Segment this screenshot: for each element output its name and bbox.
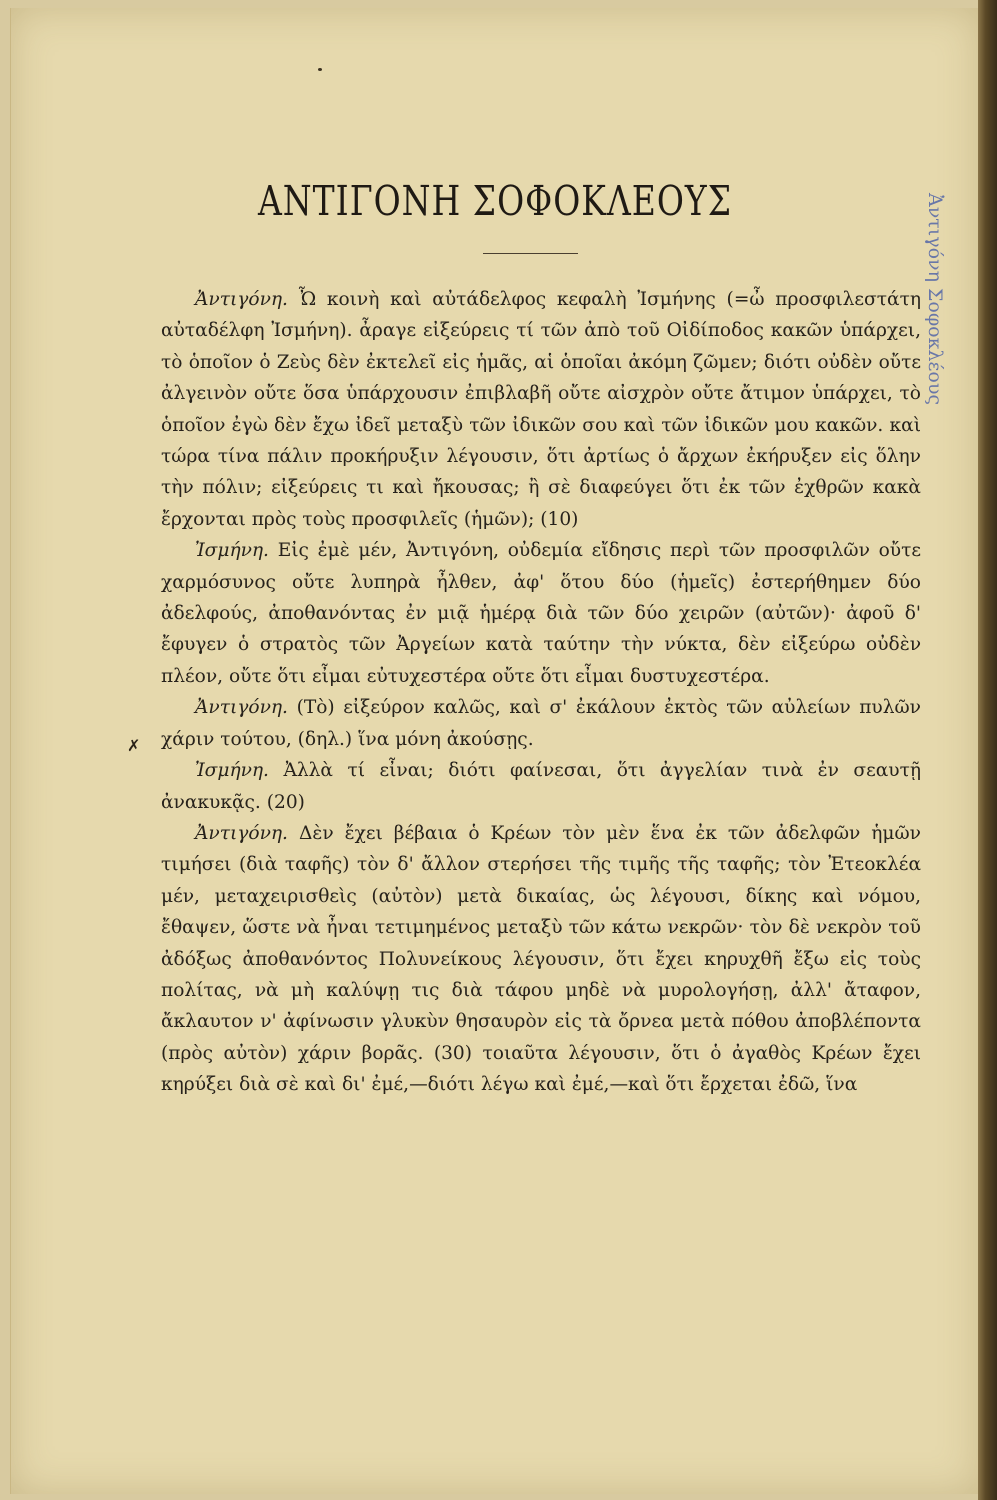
handwritten-margin-note: Ἀντιγόνη Σοφοκλέους <box>924 193 946 406</box>
book-spine <box>978 0 997 1500</box>
page-title: ΑΝΤΙΓΟΝΗ ΣΟΦΟΚΛΕΟΥΣ <box>257 176 733 225</box>
speaker-label: Ἰσμήνη. <box>195 540 269 562</box>
dialogue-text: Δὲν ἔχει βέβαια ὁ Κρέων τὸν μὲν ἕνα ἐκ τῶν ἀδελφῶν ἡμῶν τιμήσει (διὰ ταφῆς) τὸν δ' ἄλλον στερήσει τῆς τιμῆς τῆς ταφῆς; τὸν Ἐτεοκλέα μέν, μεταχειρισθεὶς (αὐτὸν) μετὰ δικαίας, ὡς λέγουσι, δίκης καὶ νόμου, ἔθαψεν, ὥστε νὰ ἦναι τετιμημένος μεταξὺ τῶν κάτω νεκρῶν· τὸν δὲ νεκρὸν τοῦ ἀδόξως ἀποθανόντος Πολυνείκους λέγουσιν, ὅτι ἔχει κηρυχθῆ ἔξω εἰς τοὺς πολίτας, νὰ μὴ καλύψῃ τις διὰ τάφου μηδὲ νὰ μυρολογήσῃ, ἀλλ' ἄταφον, ἄκλαυτον ν' ἀφίνωσιν γλυκὺν θησαυρὸν εἰς τὰ ὄρνεα μετὰ πόθου ἀποβλέποντα (πρὸς αὐτὸν) χάριν βορᾶς. (30) τοιαῦτα λέγουσιν, ὅτι ὁ ἀγαθὸς Κρέων ἔχει κηρύξει διὰ σὲ καὶ δι' ἐμέ,—διότι λέγω καὶ ἐμέ,—καὶ ὅτι ἔρχεται ἐδῶ, ἵνα <box>161 822 921 1096</box>
dialogue-text: (Τὸ) εἰξεύρον καλῶς, καὶ σ' ἐκάλουν ἐκτὸς τῶν αὐλείων πυλῶν χάριν τούτου, (δηλ.) ἵνα μόνη ἀκούσῃς. <box>161 697 921 750</box>
dialogue-paragraph <box>161 692 921 755</box>
body-text <box>161 284 921 1101</box>
speaker-label: Ἀντιγόνη. <box>195 697 288 719</box>
speaker-label: Ἀντιγόνη. <box>195 289 288 310</box>
dialogue-paragraph <box>161 535 921 692</box>
speaker-label: Ἀντιγόνη. <box>195 822 288 844</box>
dialogue-paragraph <box>161 818 921 1101</box>
ink-speck <box>318 68 322 71</box>
title-divider <box>483 253 578 254</box>
pencil-mark: ✗ <box>127 736 141 755</box>
speaker-label: Ἰσμήνη. <box>195 760 269 782</box>
dialogue-text: Ὦ κοινὴ καὶ αὐτάδελφος κεφαλὴ Ἰσμήνης (=ὦ προσφιλεστάτη αὐταδέλφη Ἰσμήνη). ἆραγε εἰξεύρεις τί τῶν ἀπὸ τοῦ Οἰδίποδος κακῶν ὑπάρχει, τὸ ὁποῖον ὁ Ζεὺς δὲν ἐκτελεῖ εἰς ἡμᾶς, αἱ ὁποῖαι ἀκόμη ζῶμεν; διότι οὐδὲν οὔτε ἀλγεινὸν οὔτε ὅσα ὑπάρχουσιν ἐπιβλαβῆ οὔτε αἰσχρὸν οὔτε ἄτιμον ὑπάρχει, τὸ ὁποῖον ἐγὼ δὲν ἔχω ἰδεῖ μεταξὺ τῶν ἰδικῶν σου καὶ τῶν ἰδικῶν μου κακῶν. καὶ τώρα τίνα πάλιν προκήρυξιν λέγουσιν, ὅτι ἀρτίως ὁ ἄρχων ἐκήρυξεν εἰς ὅλην τὴν πόλιν; εἰξεύρεις τι καὶ ἤκουσας; ἢ σὲ διαφεύγει ὅτι ἐκ τῶν ἐχθρῶν κακὰ ἔρχονται πρὸς τοὺς προσφιλεῖς (ἡμῶν); (10) <box>161 289 921 530</box>
dialogue-paragraph <box>161 755 921 818</box>
dialogue-text: Ἀλλὰ τί εἶναι; διότι φαίνεσαι, ὅτι ἀγγελίαν τινὰ ἐν σεαυτῇ ἀνακυκᾷς. (20) <box>161 760 921 813</box>
dialogue-paragraph <box>161 284 921 535</box>
dialogue-text: Εἰς ἐμὲ μέν, Ἀντιγόνη, οὐδεμία εἴδησις περὶ τῶν προσφιλῶν οὔτε χαρμόσυνος οὔτε λυπηρὰ ἦλθεν, ἀφ' ὅτου δύο (ἡμεῖς) ἐστερήθημεν δύο ἀδελφούς, ἀποθανόντας ἐν μιᾷ ἡμέρᾳ διὰ τῶν δύο χειρῶν (αὐτῶν)· ἀφοῦ δ' ἔφυγεν ὁ στρατὸς τῶν Ἀργείων κατὰ ταύτην τὴν νύκτα, δὲν εἰξεύρω οὐδὲν πλέον, οὔτε ὅτι εἶμαι εὐτυχεστέρα οὔτε ὅτι εἶμαι δυστυχεστέρα. <box>161 540 921 687</box>
book-page <box>10 8 979 1494</box>
